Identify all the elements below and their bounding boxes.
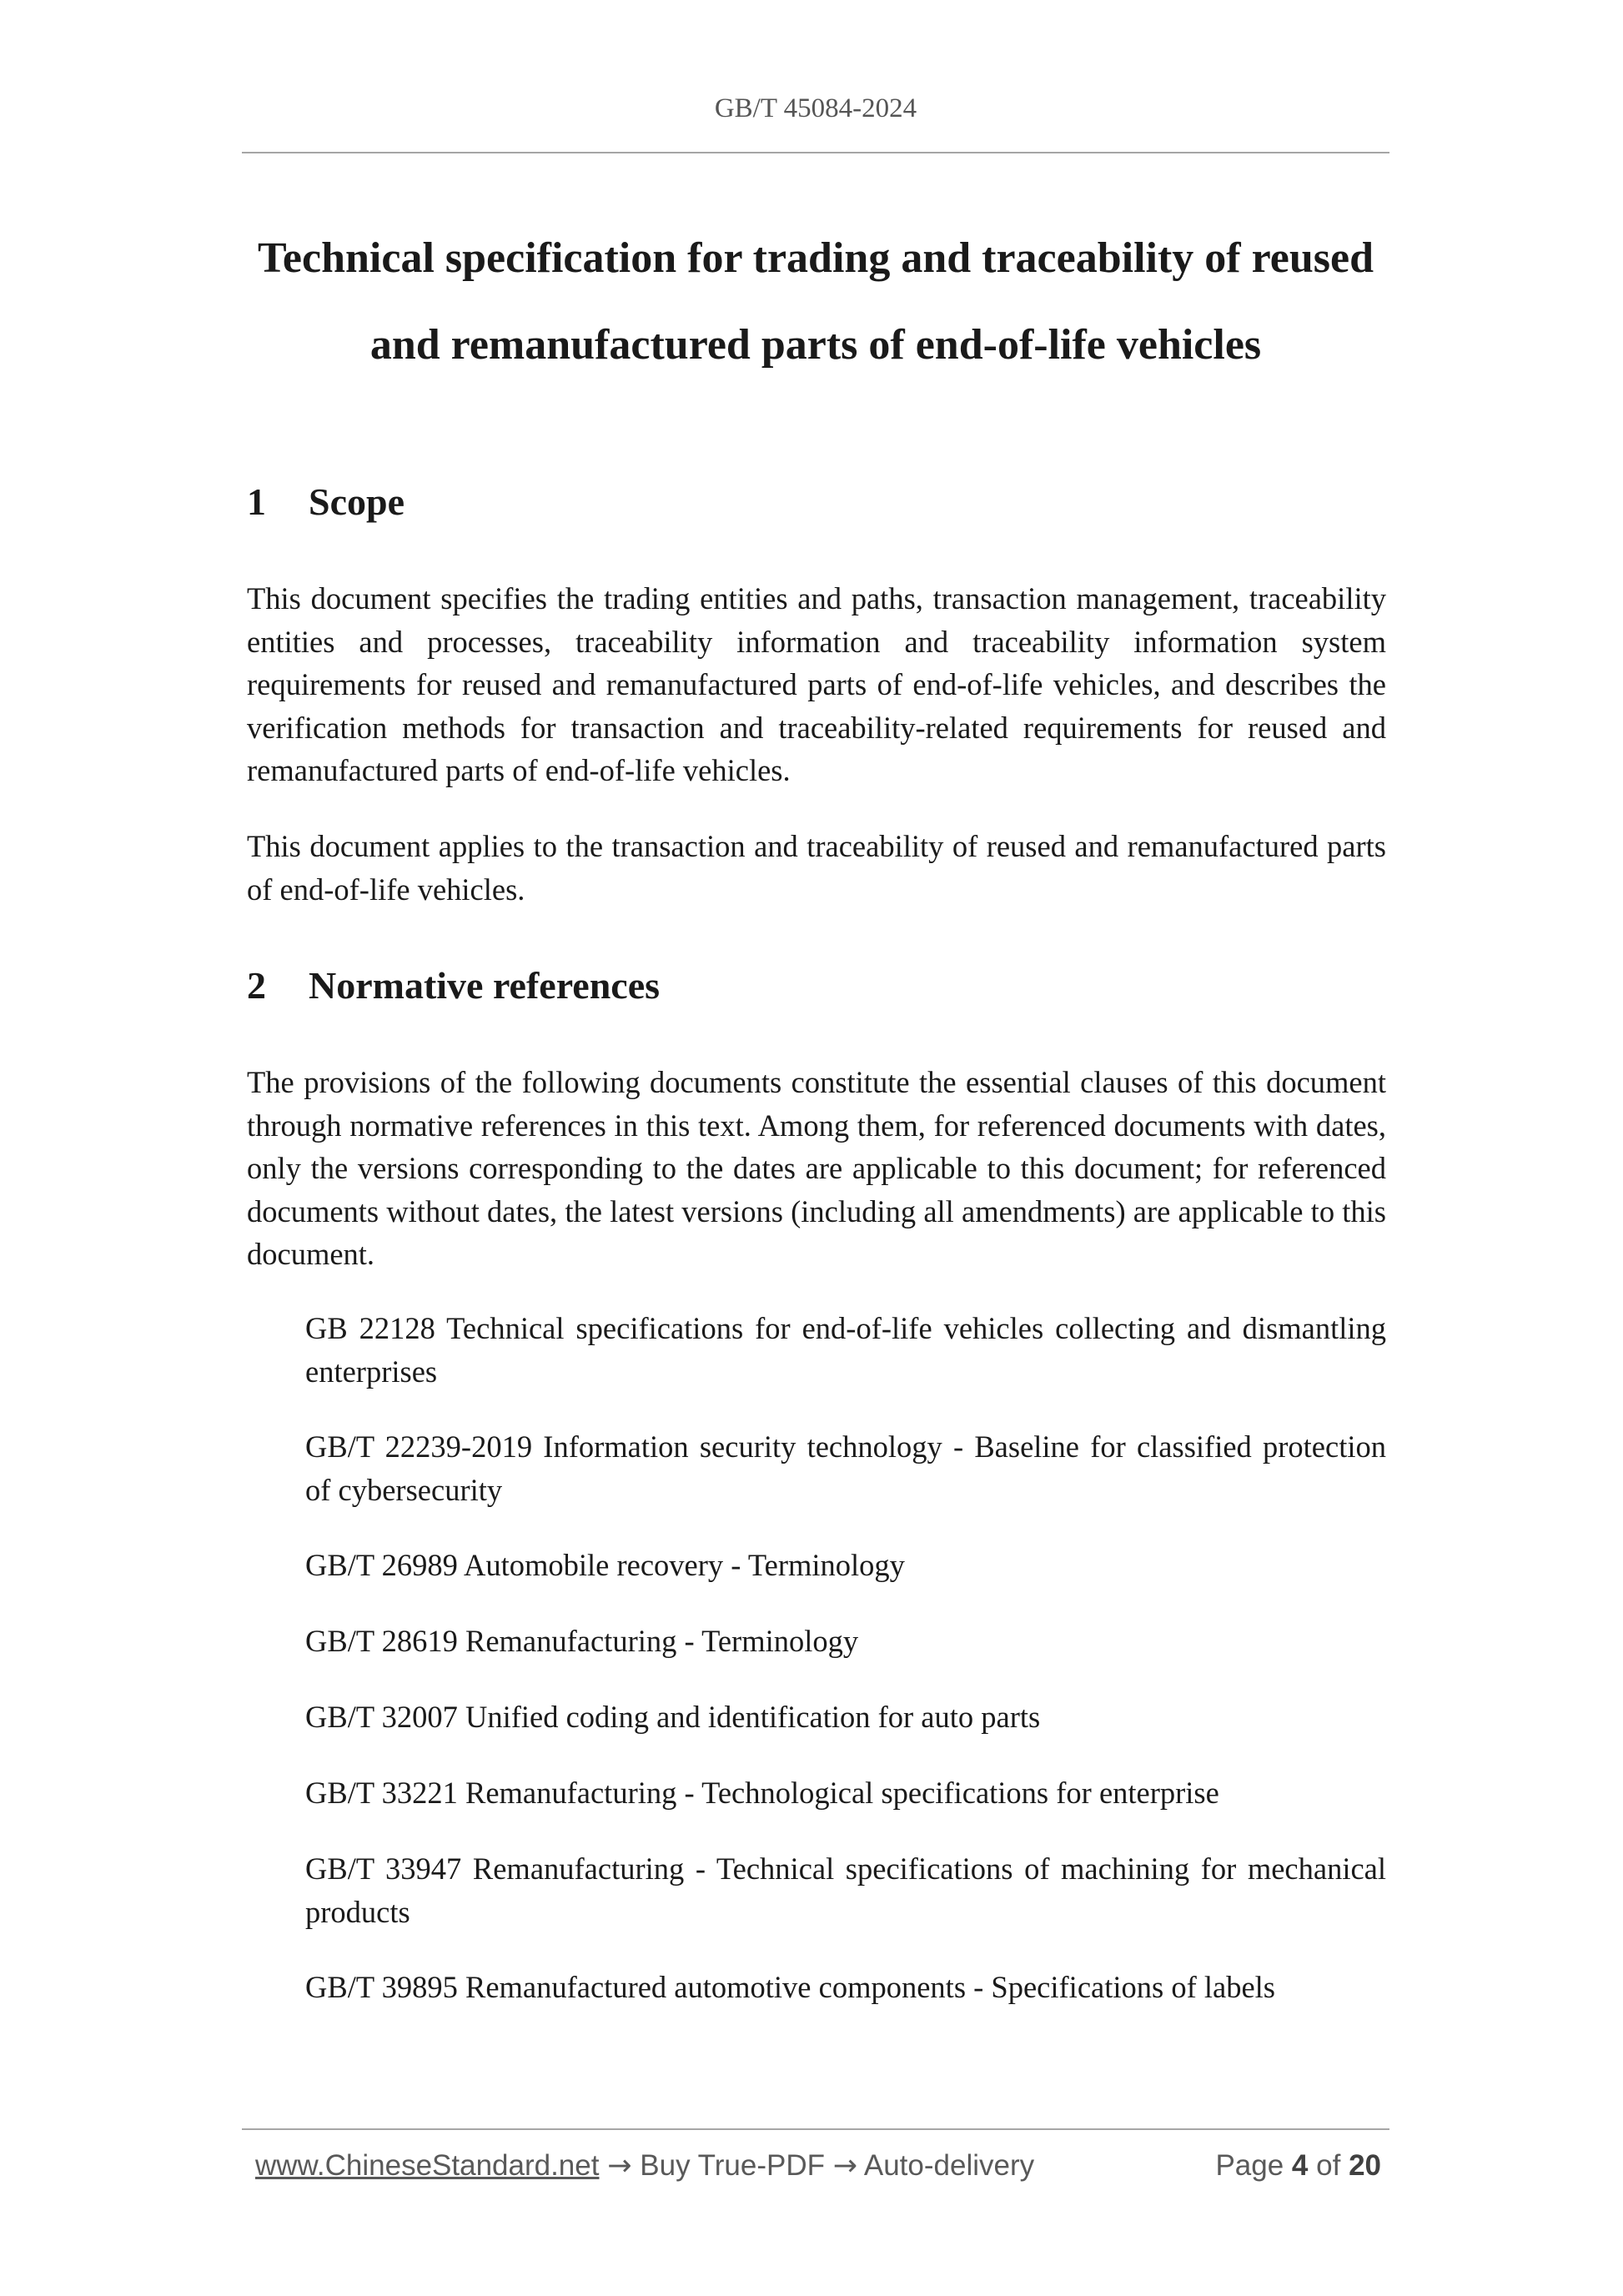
footer-promo [255, 2149, 1034, 2183]
page-total: 20 [1349, 2149, 1381, 2182]
reference-item: GB/T 33947 Remanufacturing - Technical specifications of machining for mechanical products [305, 1851, 1386, 1929]
normative-references-intro: The provisions of the following documents constitute the essential clauses of this document through normative references in this text. Among them, for referenced documents with dates, only the versions corresponding to the dates are applicable to this document; for referenced documents without dates, the latest versions (including all amendments) are applicable to this document. [247, 1065, 1386, 1271]
reference-item: GB 22128 Technical specifications for end-of-life vehicles collecting and dismantling enterprises [305, 1311, 1386, 1389]
section-heading-normative-references [247, 963, 660, 1007]
section-title: Normative references [309, 964, 661, 1007]
header-divider [242, 152, 1389, 153]
section-title: Scope [309, 480, 404, 523]
scope-paragraph-2: This document applies to the transaction and traceability of reused and remanufactured parts of end-of-life vehicles. [247, 829, 1386, 907]
page-number [1215, 2149, 1381, 2183]
document-title [200, 215, 1431, 389]
page-of: of [1316, 2149, 1341, 2182]
reference-item: GB/T 22239-2019 Information security technology - Baseline for classified protection of cybersecurity [305, 1429, 1386, 1507]
reference-item: GB/T 32007 Unified coding and identification for auto parts [305, 1700, 1041, 1734]
scope-paragraph-1: This document specifies the trading entities and paths, transaction management, traceability entities and processes, traceability information and traceability information system requirements for reused and remanufactured parts of end-of-life vehicles, and describes the verification methods for transaction and traceability-related requirements for reused and remanufactured parts of end-of-life vehicles. [247, 581, 1386, 787]
section-number: 1 [247, 480, 266, 523]
running-header: GB/T 45084-2024 [714, 93, 917, 123]
reference-item: GB/T 26989 Automobile recovery - Terminology [305, 1548, 905, 1582]
document-title-line-1: Technical specification for trading and traceability of reused [258, 234, 1374, 282]
section-number: 2 [247, 964, 266, 1007]
arrow-right-icon: → [607, 2149, 632, 2183]
reference-item: GB/T 39895 Remanufactured automotive components - Specifications of labels [305, 1970, 1275, 2004]
reference-item: GB/T 28619 Remanufacturing - Terminology [305, 1624, 859, 1658]
page-current: 4 [1291, 2149, 1309, 2182]
section-heading-scope [247, 480, 404, 524]
document-title-line-2: and remanufactured parts of end-of-life vehicles [369, 321, 1262, 369]
footer-divider [242, 2128, 1389, 2130]
delivery-text: Auto-delivery [863, 2149, 1035, 2182]
buy-text: Buy True-PDF [640, 2149, 825, 2182]
page-label: Page [1215, 2149, 1284, 2182]
page-footer [255, 2149, 1381, 2191]
reference-item: GB/T 33221 Remanufacturing - Technological specifications for enterprise [305, 1776, 1219, 1810]
arrow-right-icon: → [832, 2149, 858, 2183]
site-link[interactable]: www.ChineseStandard.net [255, 2149, 600, 2182]
